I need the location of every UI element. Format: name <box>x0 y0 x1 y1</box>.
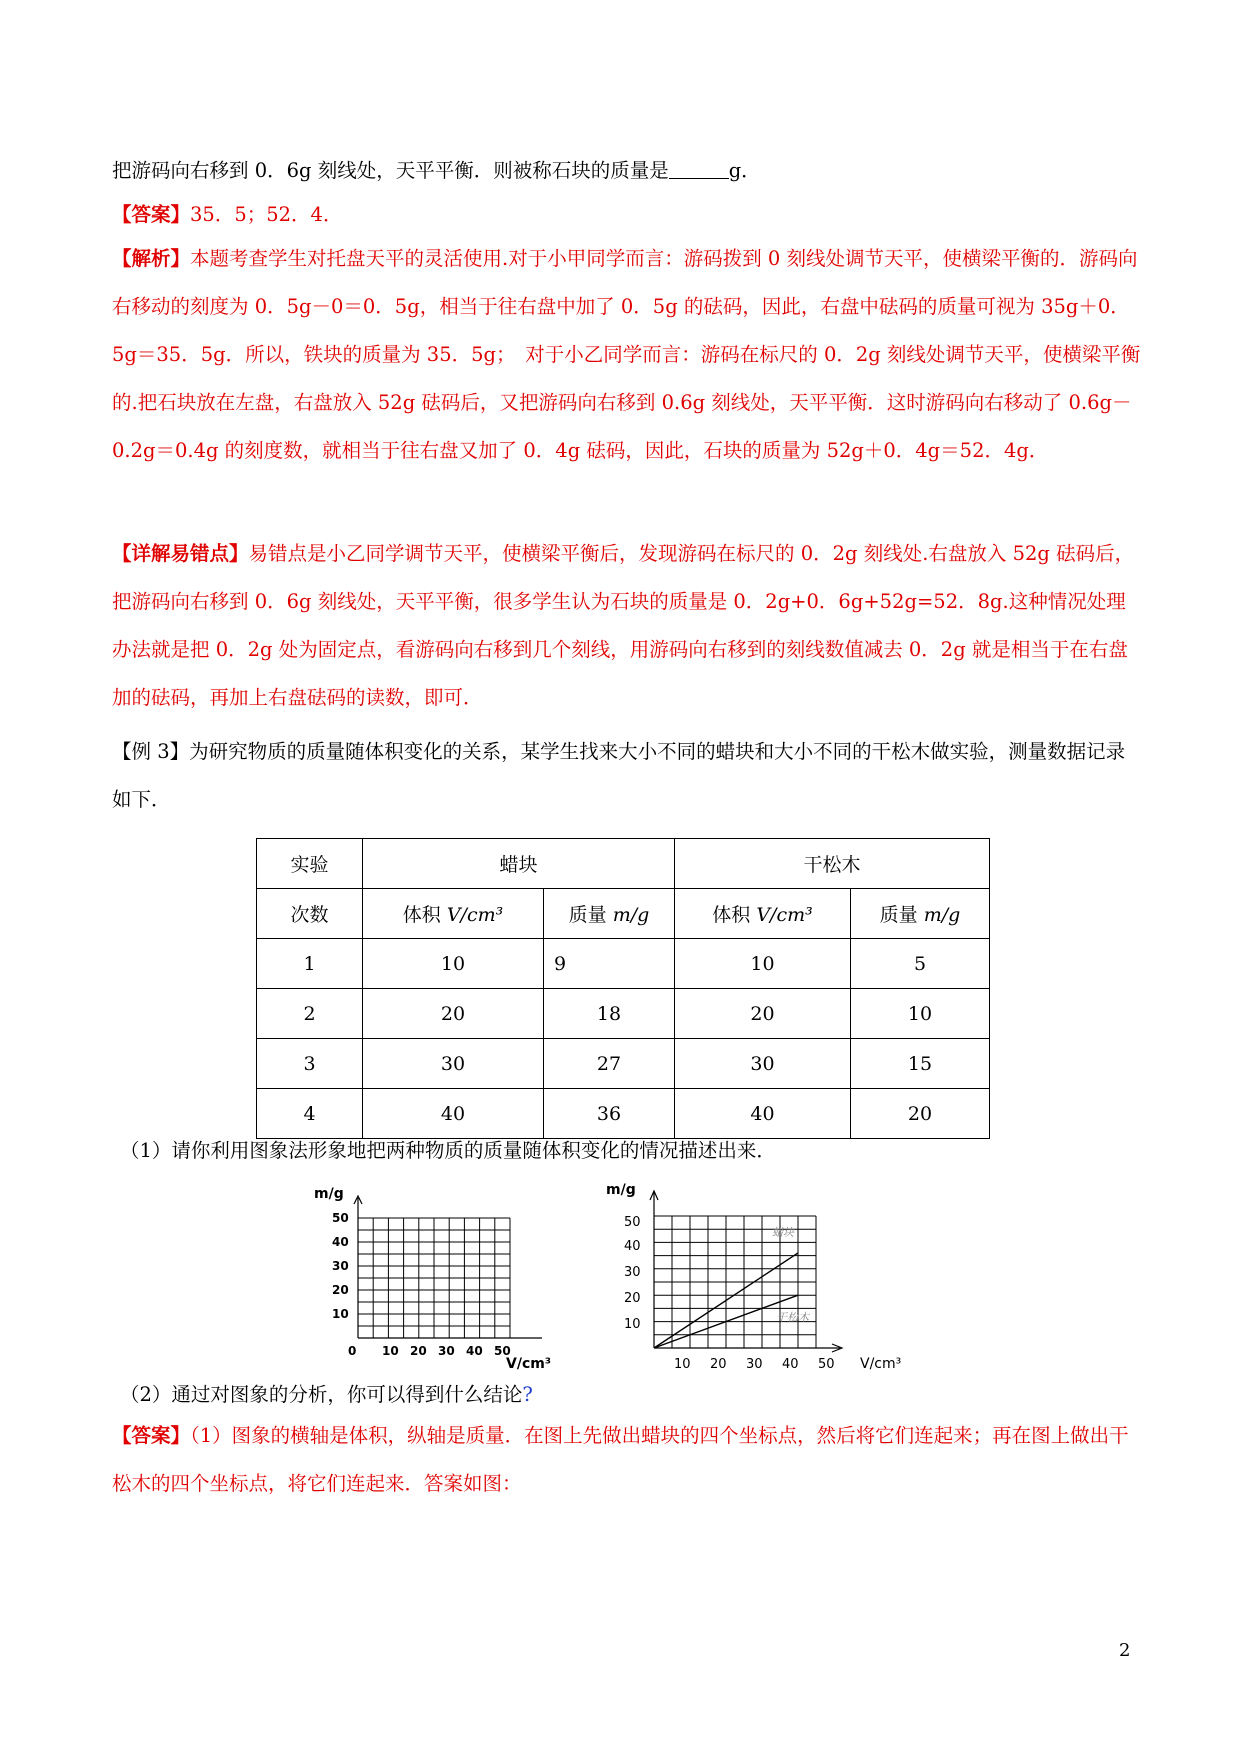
header-wax-mass: 质量 m/g <box>544 889 675 939</box>
x-tick: 40 <box>466 1344 483 1358</box>
analysis <box>112 235 1144 475</box>
intro-line <box>112 147 1144 195</box>
header-count: 次数 <box>257 889 363 939</box>
y-tick: 20 <box>624 1291 641 1306</box>
header-wax: 蜡块 <box>363 839 675 889</box>
x-tick: 30 <box>438 1344 455 1358</box>
answer-blank <box>669 156 729 179</box>
y-tick: 10 <box>332 1307 349 1321</box>
origin-label: 0 <box>348 1344 357 1358</box>
cell-count: 1 <box>257 939 363 989</box>
intro-line-tail: g． <box>728 159 761 182</box>
mistake-analysis <box>112 530 1144 722</box>
page-number: 2 <box>1119 1640 1131 1661</box>
blank-x-ticks <box>382 1344 511 1358</box>
table-row <box>257 989 990 1039</box>
blank-graph <box>310 1180 600 1370</box>
question-2-mark: ? <box>522 1383 533 1406</box>
cell-pine-mass: 20 <box>851 1089 990 1139</box>
x-tick: 50 <box>818 1357 835 1372</box>
x-tick: 20 <box>710 1357 727 1372</box>
answer-graph <box>600 1178 940 1378</box>
cell-pine-volume: 40 <box>675 1089 851 1139</box>
y-tick: 40 <box>332 1235 349 1249</box>
cell-count: 4 <box>257 1089 363 1139</box>
cell-wax-volume: 30 <box>363 1039 544 1089</box>
analysis-text: 本题考查学生对托盘天平的灵活使用.对于小甲同学而言：游码拨到 0 刻线处调节天平，使横梁平衡的．游码向右移动的刻度为 0．5g－0＝0．5g，相当于往右盘中加了 0．5g 的砝码，因此，右盘中砝码的质量可视为 35g＋0．5g＝35．5g．所以，铁块的质量为 35．5g； 对于小乙同学而言：游码在标尺的 0．2g 刻线处调节天平，使横梁平衡的.把石块放在左盘，右盘放入 52g 砝码后，又把游码向右移到 0.6g 刻线处，天平平衡．这时游码向右移动了 0.6g－0.2g＝0.4g 的刻度数，就相当于往右盘又加了 0．4g 砝码，因此，石块的质量为 52g＋0．4g＝52．4g． <box>112 247 1141 462</box>
x-tick: 40 <box>782 1357 799 1372</box>
cell-pine-mass: 5 <box>851 939 990 989</box>
series-label-dry-pine: 干松木 <box>776 1311 809 1324</box>
answer-x-ticks <box>674 1357 835 1372</box>
y-tick: 50 <box>624 1215 641 1230</box>
cell-wax-mass: 36 <box>544 1089 675 1139</box>
cell-pine-volume: 20 <box>675 989 851 1039</box>
question-2-text: （2）通过对图象的分析，你可以得到什么结论 <box>120 1383 523 1406</box>
cell-pine-mass: 15 <box>851 1039 990 1089</box>
table-row <box>257 1039 990 1089</box>
blank-graph-ylabel: m/g <box>314 1186 344 1202</box>
blank-y-ticks <box>332 1211 349 1321</box>
cell-count: 3 <box>257 1039 363 1089</box>
answer-2-text: （1）图象的横轴是体积，纵轴是质量．在图上先做出蜡块的四个坐标点，然后将它们连起来；再在图上做出干松木的四个坐标点，将它们连起来．答案如图： <box>112 1424 1129 1495</box>
header-dry-pine: 干松木 <box>675 839 990 889</box>
mistake-text: 易错点是小乙同学调节天平，使横梁平衡后，发现游码在标尺的 0．2g 刻线处.右盘放入 52g 砝码后，把游码向右移到 0．6g 刻线处，天平平衡，很多学生认为石块的质量是 0．2g+0．6g+52g=52．8g.这种情况处理办法就是把 0．2g 处为固定点，看游码向右移到几个刻线，用游码向右移到的刻线数值减去 0．2g 就是相当于在右盘加的砝码，再加上右盘砝码的读数，即可． <box>112 542 1135 709</box>
cell-pine-mass: 10 <box>851 989 990 1039</box>
x-tick: 30 <box>746 1357 763 1372</box>
x-tick: 20 <box>410 1344 427 1358</box>
cell-wax-volume: 20 <box>363 989 544 1039</box>
answer-2 <box>112 1412 1144 1508</box>
question-1 <box>120 1127 1152 1175</box>
blank-graph-xlabel: V/cm³ <box>506 1356 551 1370</box>
cell-wax-volume: 40 <box>363 1089 544 1139</box>
blank-grid <box>358 1218 510 1338</box>
intro-line-text: 把游码向右移到 0．6g 刻线处，天平平衡．则被称石块的质量是 <box>112 159 669 182</box>
cell-pine-volume: 30 <box>675 1039 851 1089</box>
y-tick: 30 <box>624 1265 641 1280</box>
x-tick: 10 <box>382 1344 399 1358</box>
series-label-wax: 蜡块 <box>772 1226 794 1239</box>
x-tick: 50 <box>494 1344 511 1358</box>
cell-wax-mass: 27 <box>544 1039 675 1089</box>
y-tick: 10 <box>624 1317 641 1332</box>
cell-pine-volume: 10 <box>675 939 851 989</box>
answer-graph-ylabel: m/g <box>606 1182 636 1198</box>
cell-wax-volume: 10 <box>363 939 544 989</box>
example-3 <box>112 728 1144 824</box>
cell-wax-mass: 9 <box>544 939 675 989</box>
mistake-label: 【详解易错点】 <box>112 542 249 565</box>
answer-2-label: 【答案】 <box>112 1424 191 1447</box>
x-tick: 10 <box>674 1357 691 1372</box>
y-tick: 30 <box>332 1259 349 1273</box>
cell-count: 2 <box>257 989 363 1039</box>
y-tick: 20 <box>332 1283 349 1297</box>
cell-wax-mass: 18 <box>544 989 675 1039</box>
answer-y-ticks <box>624 1215 641 1332</box>
table-row <box>257 939 990 989</box>
header-experiment: 实验 <box>257 839 363 889</box>
answer-graph-xlabel: V/cm³ <box>860 1356 902 1372</box>
header-wax-volume: 体积 V/cm³ <box>363 889 544 939</box>
question-1-text: （1）请你利用图象法形象地把两种物质的质量随体积变化的情况描述出来． <box>120 1139 776 1162</box>
header-pine-mass: 质量 m/g <box>851 889 990 939</box>
answer-1-text: 35．5；52．4． <box>190 203 343 226</box>
example-3-text: 【例 3】为研究物质的质量随体积变化的关系，某学生找来大小不同的蜡块和大小不同的干松木做实验，测量数据记录如下． <box>112 740 1126 811</box>
y-tick: 40 <box>624 1239 641 1254</box>
header-pine-volume: 体积 V/cm³ <box>675 889 851 939</box>
data-table <box>256 838 990 1139</box>
answer-1 <box>112 191 1144 239</box>
analysis-label: 【解析】 <box>112 247 191 270</box>
y-tick: 50 <box>332 1211 349 1225</box>
answer-1-label: 【答案】 <box>112 203 191 226</box>
